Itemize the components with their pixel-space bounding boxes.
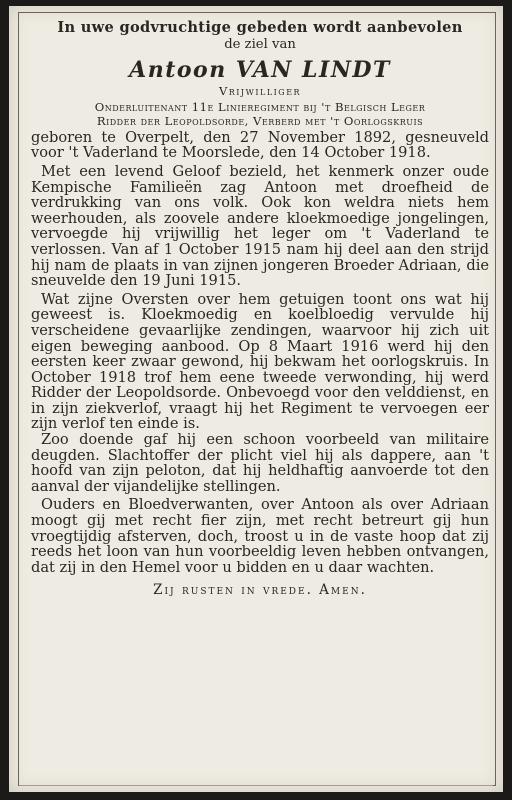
intro-line: In uwe godvruchtige gebeden wordt aanbevolen: [57, 19, 463, 36]
rank-line-1: Onderluitenant 11e Linieregiment bij 't Belgisch Leger: [94, 99, 426, 114]
bottom-rule: [19, 785, 493, 786]
paragraph-faith: Met een levend Geloof bezield, het kenmerk onzer oude Kempische Familieën zag Antoon met droefheid de verdrukking van ons volk. Ook kon weldra niets hem weerhouden, als zoovele andere kloekmoedige jongelingen, vervoegde hij vrijwillig het leger om 't Vaderland te verlossen. Van af 1 October 1915 nam hij deel aan den strijd hij nam de plaats in van zijnen jongeren Broeder Adriaan, die sneuvelde den 19 Juni 1915.: [31, 162, 489, 290]
closing-line: Zij rusten in vrede. Amen.: [153, 582, 367, 599]
paragraph-virtues: Zoo doende gaf hij een schoon voorbeeld van militaire deugden. Slachtoffer der plicht viel hij als dappere, aan 't hoofd van zijn peloton, dat hij heldhaftig aanvoerde tot den aanval der vijandelijke stellingen.: [31, 431, 489, 495]
volunteer-title: Vrijwilliger: [218, 84, 302, 99]
soul-of-line: de ziel van: [224, 36, 296, 52]
rank-line-2: Ridder der Leopoldsorde, Verberd met 't Oorlogskruis: [96, 113, 424, 128]
card-text: [31, 20, 489, 599]
paragraph-superiors: Wat zijne Oversten over hem getuigen toont ons wat hij geweest is. Kloekmoedig en koelbloedig vervulde hij verscheidene gevaarlijke zendingen, waarvoor hij zich uit eigen beweging aanbood. Op 8 Maart 1916 werd hij den eersten keer zwaar gewond, hij bekwam het oorlogskruis. In October 1918 trof hem eene tweede verwonding, hij werd Ridder der Leopoldsorde. Onbevoegd voor den velddienst, en in zijn ziekverlof, vraagt hij het Regiment te vervoegen eer zijn verlof ten einde is.: [31, 290, 489, 433]
memorial-card: [9, 6, 503, 792]
deceased-name: Antoon VAN LINDT: [129, 57, 391, 84]
birth-death-paragraph: geboren te Overpelt, den 27 November 1892, gesneuveld voor 't Vaderland te Moorslede, den 14 October 1918.: [31, 128, 489, 162]
paragraph-family: Ouders en Bloedverwanten, over Antoon als over Adriaan moogt gij met recht fier zijn, met recht betreurt gij hun vroegtijdig afsterven, doch, troost u in de vaste hoop dat zij reeds het loon van hun voorbeeldig leven hebben ontvangen, dat zij in den Hemel voor u bidden en u daar wachten.: [31, 496, 489, 576]
